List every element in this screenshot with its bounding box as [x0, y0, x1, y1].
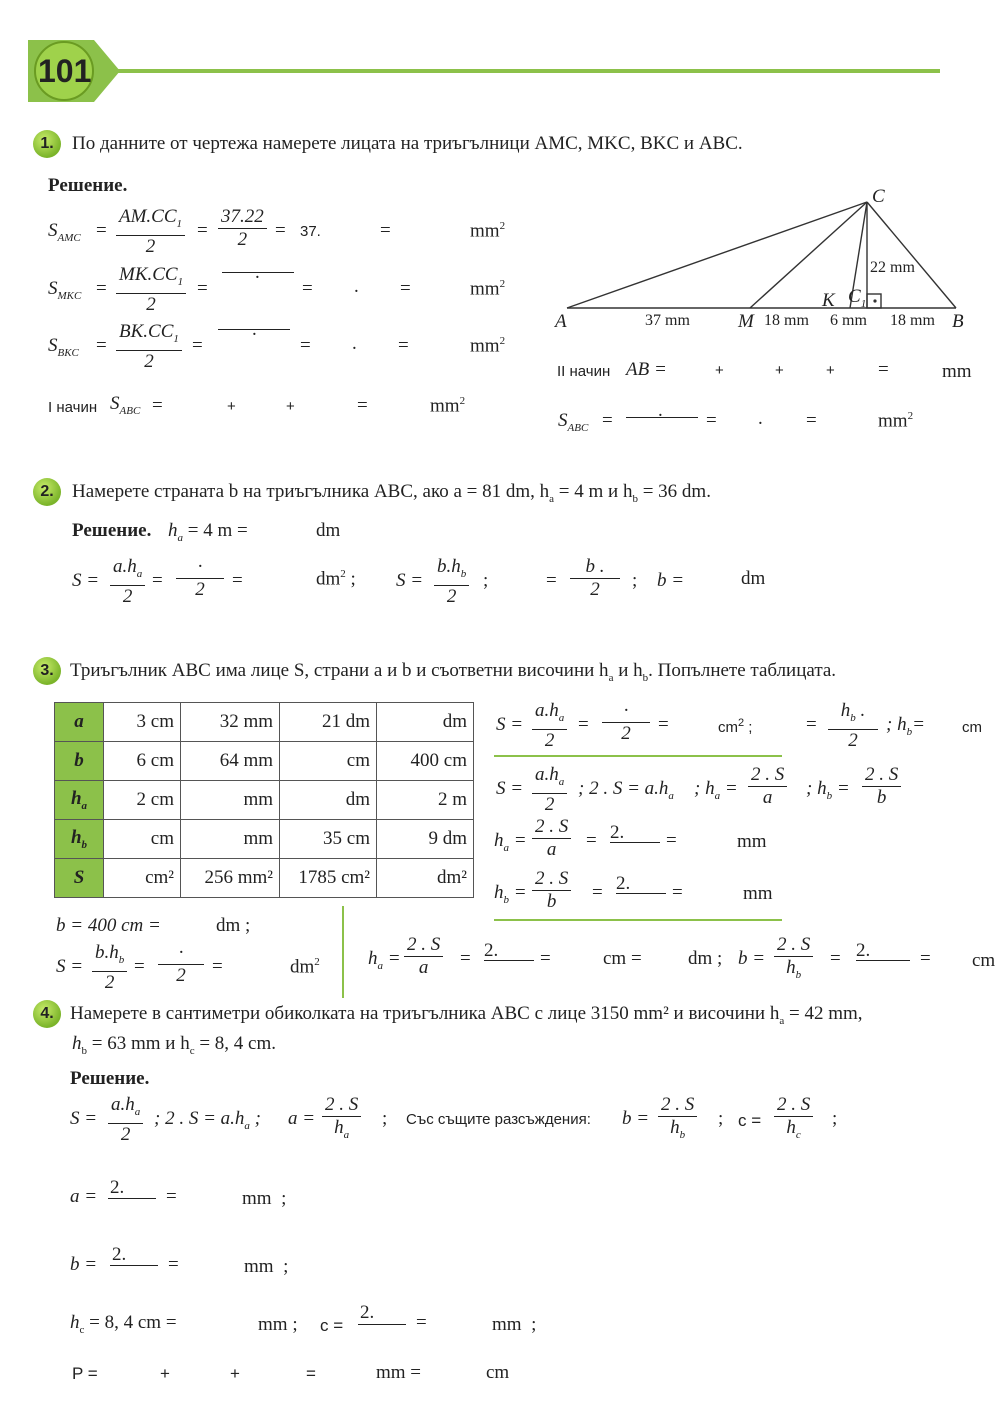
p1-eq-3: =: [275, 220, 286, 241]
p3-table: [54, 702, 474, 898]
p3-frac-blank-2[interactable]: · 2: [158, 942, 204, 987]
p2-frac-a-ha: $\frac{a.h_a}{2}$: [110, 556, 145, 608]
p2-eq-2: =: [232, 570, 243, 591]
table-cell[interactable]: 3 cm: [104, 703, 181, 742]
table-row-header: b: [55, 742, 104, 781]
diagram-am-37mm: 37 mm: [645, 312, 690, 329]
p1-frac-am-cc: $\frac{AM.CC_1}{2}$: [116, 206, 185, 258]
table-cell[interactable]: 6 cm: [104, 742, 181, 781]
p3-s-eq-1: S =: [496, 714, 524, 735]
p1-plus-5: +: [826, 362, 835, 379]
diagram-label-k: K: [822, 290, 835, 311]
p3-blank-ha[interactable]: [610, 842, 660, 843]
table-cell[interactable]: 21 dm: [280, 703, 377, 742]
p4-eq-4: =: [306, 1364, 316, 1383]
p3-frac-a-ha-2: $\frac{a.h_a}{2}$: [532, 764, 567, 816]
p4-blank-b[interactable]: [110, 1265, 158, 1266]
p3-eq-12: =: [830, 948, 841, 969]
p3-blank-ha-2[interactable]: [484, 960, 534, 961]
table-row: [55, 820, 474, 859]
p3-ha-form: ; $h_a$ =: [694, 778, 738, 802]
p4-blank-c[interactable]: [358, 1324, 406, 1325]
p1-way-2-label: II начин: [557, 363, 611, 380]
p3-mm-1: mm: [737, 831, 767, 852]
p4-frac-2s-ha: $\frac{2 . S}{h_a}$: [322, 1094, 361, 1146]
p3-blank-hb[interactable]: [616, 893, 666, 894]
p1-eq-2: =: [197, 220, 208, 241]
p1-eq-7: =: [302, 278, 313, 299]
p3-vertical-divider: [342, 906, 344, 998]
table-cell[interactable]: cm: [280, 742, 377, 781]
p1-frac-37-22: $\frac{37.22}{2}$: [218, 206, 267, 251]
problem-2-badge: 2.: [33, 478, 61, 506]
p4-a-eq: a =: [288, 1108, 316, 1129]
p3-frac-2s-b: $\frac{2 . S}{b}$: [862, 764, 901, 809]
problem-1-badge: 1.: [33, 130, 61, 158]
table-cell[interactable]: cm²: [104, 859, 181, 898]
p3-eq-11: =: [540, 948, 551, 969]
p3-divider-2: [494, 919, 782, 921]
p1-dot-6: .: [758, 408, 763, 429]
p4-mm-4: mm ;: [492, 1314, 537, 1335]
p4-cm: cm: [486, 1362, 510, 1383]
p3-frac-b-hb: $\frac{b.h_b}{2}$: [92, 942, 127, 994]
p1-dot-2: .: [354, 276, 359, 297]
p4-mm-eq: mm =: [376, 1362, 422, 1383]
p1-dot-4: .: [352, 333, 357, 354]
p1-s-abc-2: $S_{ABC}$: [558, 410, 589, 434]
p1-eq-11: =: [300, 335, 311, 356]
p3-eq-2: =: [658, 714, 669, 735]
header-arrow-badge: [28, 36, 943, 106]
p1-eq-16: =: [602, 410, 613, 431]
table-cell[interactable]: 35 cm: [280, 820, 377, 859]
p4-eq-2: =: [168, 1254, 179, 1275]
p3-eq-6: =: [592, 882, 603, 903]
p3-hb-eq: ; $h_b=$: [886, 714, 925, 738]
p3-divider-1: [494, 755, 782, 757]
p4-eq-1: =: [166, 1186, 177, 1207]
p1-eq-6: =: [197, 278, 208, 299]
p4-b-row: b =: [70, 1254, 98, 1275]
p3-s-eq-2: S =: [496, 778, 524, 799]
p3-two-dot-1: 2.: [610, 822, 625, 843]
p2-frac-b-hb: $\frac{b.h_b}{2}$: [434, 556, 469, 608]
diagram-label-a: A: [555, 311, 567, 332]
p1-unit-4: $mm^2$: [430, 395, 466, 417]
diagram-label-b: B: [952, 311, 964, 332]
p3-frac-2s-a-2: $\frac{2 . S}{a}$: [532, 816, 571, 861]
p3-formula-line: ; 2 . $S = a.h_a$: [578, 778, 674, 802]
p2-s-eq-1: S =: [72, 570, 100, 591]
p3-cm-1: cm: [962, 719, 982, 736]
p1-s-bkc: $S_{BKC}$: [48, 335, 79, 359]
p2-frac-b-dot[interactable]: $\frac{b .}{2}$: [570, 556, 620, 601]
p2-eq-1: =: [152, 570, 163, 591]
table-cell[interactable]: 256 mm²: [181, 859, 280, 898]
p3-frac-a-ha-1: $\frac{a.h_a}{2}$: [532, 700, 567, 752]
table-row-header: $h_a$: [55, 781, 104, 820]
p4-frac-a-ha: $\frac{a.h_a}{2}$: [108, 1094, 143, 1146]
p1-s-abc-1: $S_{ABC}$: [110, 393, 141, 417]
table-row: [55, 703, 474, 742]
p3-b-eq: b =: [738, 948, 766, 969]
page-number: 101: [38, 53, 92, 89]
p1-eq-9: =: [96, 335, 107, 356]
p1-ab-eq: AB =: [626, 359, 667, 380]
p1-eq-5: =: [96, 278, 107, 299]
p2-dm-1: dm: [316, 520, 341, 541]
p4-a-row: a =: [70, 1186, 98, 1207]
p4-b-eq: b =: [622, 1108, 650, 1129]
table-cell[interactable]: cm: [104, 820, 181, 859]
p1-plus-1: +: [227, 398, 236, 415]
p4-c-eq: c =: [738, 1111, 762, 1130]
p2-dm2-unit: $dm^2$ ;: [316, 568, 356, 590]
p4-s-eq: S =: [70, 1108, 98, 1129]
table-cell[interactable]: 400 cm: [377, 742, 474, 781]
p3-two-dot-4: 2.: [856, 940, 871, 961]
table-cell[interactable]: mm: [181, 820, 280, 859]
p2-ha-eq: $h_a = 4$ m =: [168, 520, 248, 544]
p2-semi-2: ;: [632, 570, 638, 591]
p4-semi-3: ;: [832, 1108, 838, 1129]
p3-dm-semi: dm ;: [688, 948, 723, 969]
table-row-header: S: [55, 859, 104, 898]
table-cell[interactable]: dm: [377, 703, 474, 742]
p1-eq-14: =: [357, 395, 368, 416]
table-row-header: a: [55, 703, 104, 742]
p3-dm-1: dm ;: [216, 915, 251, 936]
problem-3-text: Триъгълник ABC има лице S, страни a и b и съответни височини $h_a$ и $h_b$. Попълнете таблицата.: [70, 660, 837, 684]
p3-dm2: $dm^2$: [290, 956, 320, 978]
p4-mm-1: mm ;: [242, 1188, 287, 1209]
p1-unit-5: mm: [942, 361, 972, 382]
p1-solution-label: Решение.: [48, 175, 128, 196]
p3-b400: b = 400 cm =: [56, 915, 161, 936]
table-cell[interactable]: 1785 cm²: [280, 859, 377, 898]
diagram-label-c: C: [872, 186, 885, 207]
problem-1-text: По данните от чертежа намерете лицата на триъгълници AMC, MKC, BKC и ABC.: [72, 133, 743, 154]
p1-dot-3: .: [252, 319, 257, 340]
p4-semi-2: ;: [718, 1108, 724, 1129]
table-cell[interactable]: 64 mm: [181, 742, 280, 781]
p1-frac-bk-cc: $\frac{BK.CC_1}{2}$: [116, 321, 182, 373]
p4-eq-3: =: [416, 1312, 427, 1333]
diagram-label-m: M: [738, 311, 754, 332]
table-row: [55, 781, 474, 820]
p2-eq-3: =: [546, 570, 557, 591]
p1-eq-1: =: [96, 220, 107, 241]
p1-plus-3: +: [715, 362, 724, 379]
p1-eq-13: =: [152, 395, 163, 416]
p4-frac-2s-hb: $\frac{2 . S}{h_b}$: [658, 1094, 697, 1146]
table-cell[interactable]: dm: [280, 781, 377, 820]
p1-s-amc: $S_{AMC}$: [48, 220, 81, 244]
table-row-header: $h_b$: [55, 820, 104, 859]
p4-hc-row: $h_c = 8$, 4 cm =: [70, 1312, 177, 1336]
p3-two-dot-3: 2.: [484, 940, 499, 961]
p4-plus-2: +: [230, 1364, 240, 1383]
p1-dot-1: .: [255, 262, 260, 283]
p1-eq-8: =: [400, 278, 411, 299]
table-cell[interactable]: 32 mm: [181, 703, 280, 742]
p3-frac-2s-hb: $\frac{2 . S}{h_b}$: [774, 934, 813, 986]
p2-dm-last: dm: [741, 568, 766, 589]
table-cell[interactable]: 9 dm: [377, 820, 474, 859]
p1-unit-1: $mm^2$: [470, 220, 506, 242]
p4-frac-2s-hc: $\frac{2 . S}{h_c}$: [774, 1094, 813, 1146]
p3-frac-2s-b-2: $\frac{2 . S}{b}$: [532, 868, 571, 913]
p4-mm-3: mm ;: [258, 1314, 298, 1335]
p4-c-row: c =: [320, 1316, 344, 1335]
problem-4-text: Намерете в сантиметри обиколката на триъгълника ABC с лице 3150 mm² и височини $h_a = 42$ mm,: [70, 1003, 863, 1027]
p4-same-reasoning: Със същите разсъждения:: [406, 1111, 591, 1128]
diagram-height-22mm: 22 mm: [870, 259, 915, 276]
diagram-mk-18mm: 18 mm: [764, 312, 809, 329]
p3-eq-13: =: [920, 948, 931, 969]
diagram-kc1-6mm: 6 mm: [830, 312, 867, 329]
p3-eq-8: =: [134, 956, 145, 977]
p2-s-eq-2: S =: [396, 570, 424, 591]
p1-eq-18: =: [806, 410, 817, 431]
p1-s-mkc: $S_{MKC}$: [48, 278, 82, 302]
table-row: [55, 859, 474, 898]
p4-two-dot-1: 2.: [110, 1177, 125, 1198]
p3-eq-1: =: [578, 714, 589, 735]
p3-cm2: $cm^2$ ;: [718, 717, 753, 736]
p1-dot-5: .: [658, 400, 663, 421]
p3-eq-5: =: [666, 830, 677, 851]
p3-cm-last: cm: [972, 950, 996, 971]
p4-blank-a[interactable]: [108, 1198, 156, 1199]
p1-val-37: 37.: [300, 223, 321, 240]
problem-2-text: Намерете страната b на триъгълника ABC, ако a = 81 dm, $h_a = 4$ m и $h_b = 36$ dm.: [72, 481, 711, 505]
p1-frac-mk-cc: $\frac{MK.CC_1}{2}$: [116, 264, 186, 316]
p1-eq-12: =: [398, 335, 409, 356]
p3-eq-7: =: [672, 882, 683, 903]
p1-eq-10: =: [192, 335, 203, 356]
problem-3-badge: 3.: [33, 657, 61, 685]
p1-plus-4: +: [775, 362, 784, 379]
table-row: [55, 742, 474, 781]
p4-plus-1: +: [160, 1364, 170, 1383]
p3-frac-2s-a-3: $\frac{2 . S}{a}$: [404, 934, 443, 979]
p4-solution-label: Решение.: [70, 1068, 150, 1089]
p3-frac-2s-a: $\frac{2 . S}{a}$: [748, 764, 787, 809]
problem-4-text-line-2: $h_b = 63$ mm и $h_c = 8$, 4 cm.: [72, 1033, 277, 1057]
table-cell[interactable]: mm: [181, 781, 280, 820]
p2-solution-label: Решение.: [72, 520, 152, 541]
p3-frac-blank-1[interactable]: · 2: [602, 700, 650, 745]
p1-way-1-label: I начин: [48, 399, 98, 416]
p4-two-dot-2: 2.: [112, 1244, 127, 1265]
p1-plus-2: +: [286, 398, 295, 415]
p3-eq-4: =: [586, 830, 597, 851]
problem-4-badge: 4.: [33, 1000, 61, 1028]
p3-eq-10: =: [460, 948, 471, 969]
p3-two-dot-2: 2.: [616, 873, 631, 894]
p3-ha-row: $h_a$ =: [494, 830, 527, 854]
table-cell[interactable]: 2 cm: [104, 781, 181, 820]
table-cell[interactable]: 2 m: [377, 781, 474, 820]
p3-cm-eq: cm =: [603, 948, 642, 969]
p1-unit-6: $mm^2$: [878, 410, 914, 432]
p4-two-dot-3: 2.: [360, 1302, 375, 1323]
p3-blank-b[interactable]: [856, 960, 910, 961]
diagram-label-c1: $C_1$: [848, 286, 867, 310]
p3-ha-row-2: $h_a$ =: [368, 948, 401, 972]
p3-eq-9: =: [212, 956, 223, 977]
p4-semi-1: ;: [382, 1108, 388, 1129]
p4-mm-2: mm ;: [244, 1256, 289, 1277]
p1-unit-2: $mm^2$: [470, 278, 506, 300]
p3-hb-form: ; $h_b$ =: [806, 778, 850, 802]
p3-mm-2: mm: [743, 883, 773, 904]
p3-frac-hb-dot[interactable]: $\frac{h_b .}{2}$: [828, 700, 878, 752]
p2-semi-1: ;: [483, 570, 489, 591]
p4-formula-line: ; 2 . $S = a.h_a$ ;: [154, 1108, 261, 1132]
p3-s-eq-3: S =: [56, 956, 84, 977]
p2-b-eq: b =: [657, 570, 685, 591]
p1-eq-4: =: [380, 220, 391, 241]
table-cell[interactable]: dm²: [377, 859, 474, 898]
p3-hb-row: $h_b$ =: [494, 882, 527, 906]
p2-frac-blank-1[interactable]: · 2: [176, 556, 224, 601]
p3-eq-3: =: [806, 714, 817, 735]
p1-eq-15: =: [878, 359, 889, 380]
diagram-c1b-18mm: 18 mm: [890, 312, 935, 329]
p1-unit-3: $mm^2$: [470, 335, 506, 357]
p4-p-eq: P =: [72, 1364, 98, 1383]
p1-eq-17: =: [706, 410, 717, 431]
